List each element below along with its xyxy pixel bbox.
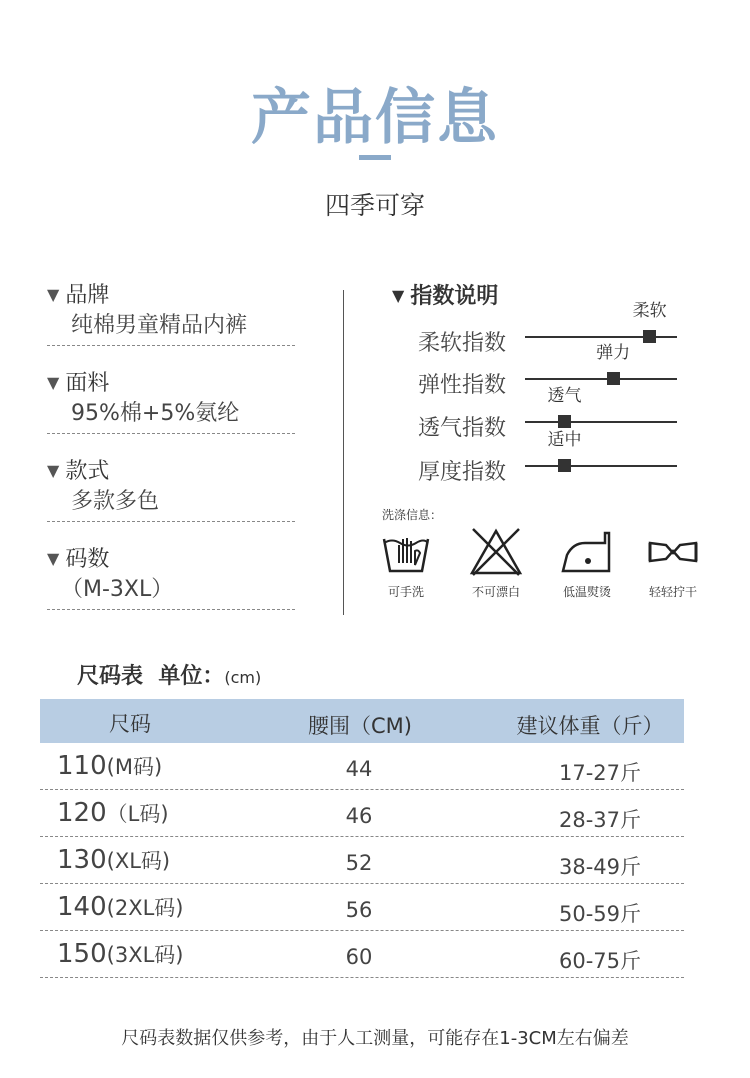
washing-title: 洗涤信息： <box>382 508 443 522</box>
triangle-down-icon: ▼ <box>47 285 60 304</box>
waist-cell: 46 <box>345 804 373 828</box>
table-row <box>40 743 684 790</box>
info-style <box>47 456 295 522</box>
info-label: 码数 <box>65 547 110 572</box>
table-row <box>40 790 684 837</box>
washing-label: 可手洗 <box>387 585 424 599</box>
size-table-unit: (cm) <box>224 668 262 687</box>
dashed-divider <box>40 977 684 978</box>
index-tag: 弹力 <box>596 343 631 363</box>
index-label: 透气指数 <box>418 416 507 441</box>
info-label: 面料 <box>65 371 110 396</box>
index-tag: 柔软 <box>632 301 667 321</box>
weight-cell: 28-37斤 <box>558 808 642 832</box>
table-row <box>40 931 684 978</box>
info-brand <box>47 280 295 346</box>
index-row-softness <box>380 301 680 358</box>
index-row-breathability <box>380 386 680 443</box>
washing-item <box>366 525 446 600</box>
low-iron-icon <box>559 525 615 577</box>
waist-cell: 44 <box>345 757 373 781</box>
triangle-down-icon: ▼ <box>47 373 60 392</box>
size-cell: 130(XL码) <box>57 845 171 875</box>
footnote: 尺码表数据仅供参考，由于人工测量，可能存在1-3CM左右偏差 <box>121 1028 629 1049</box>
waist-cell: 60 <box>345 945 373 969</box>
info-value: 多款多色 <box>71 489 160 514</box>
index-tag: 适中 <box>547 430 582 450</box>
no-bleach-icon <box>467 525 525 577</box>
vertical-divider <box>343 290 344 615</box>
size-table-caption: 尺码表 单位：(cm) <box>77 664 262 689</box>
size-cell: 120（L码) <box>57 798 169 828</box>
hand-wash-icon <box>380 525 432 577</box>
washing-item <box>456 525 536 600</box>
weight-cell: 50-59斤 <box>558 902 642 926</box>
size-cell: 110(M码) <box>57 751 163 781</box>
page-subtitle: 四季可穿 <box>324 191 425 220</box>
weight-cell: 17-27斤 <box>558 761 642 785</box>
index-row-thickness <box>380 430 680 487</box>
washing-item <box>547 525 627 600</box>
info-label: 品牌 <box>65 283 110 308</box>
triangle-down-icon: ▼ <box>47 461 60 480</box>
size-cell: 140(2XL码) <box>57 892 184 922</box>
index-tag: 透气 <box>547 386 582 406</box>
page-title: 产品信息 <box>251 83 499 153</box>
washing-item <box>633 525 713 600</box>
index-scale-line <box>525 421 677 423</box>
washing-label: 轻轻拧干 <box>648 585 697 599</box>
info-label: 款式 <box>65 459 110 484</box>
waist-cell: 52 <box>345 851 373 875</box>
index-marker <box>558 459 571 472</box>
table-row <box>40 884 684 931</box>
table-row <box>40 837 684 884</box>
gentle-wring-icon <box>644 525 702 577</box>
weight-cell: 60-75斤 <box>558 949 642 973</box>
index-marker <box>643 330 656 343</box>
dashed-divider <box>47 609 295 610</box>
washing-label: 不可漂白 <box>471 585 520 599</box>
dashed-divider <box>47 433 295 434</box>
index-heading: ▼ 指数说明 <box>392 284 499 309</box>
size-cell: 150(3XL码) <box>57 939 184 969</box>
index-label: 柔软指数 <box>418 331 507 356</box>
info-size-range <box>47 544 295 610</box>
column-header-waist: 腰围（CM) <box>308 714 412 738</box>
index-scale-line <box>525 465 677 467</box>
waist-cell: 56 <box>345 898 373 922</box>
size-table-header <box>40 699 684 743</box>
column-header-weight: 建议体重（斤） <box>516 714 664 738</box>
washing-label: 低温熨烫 <box>562 585 611 599</box>
dashed-divider <box>47 521 295 522</box>
dashed-divider <box>47 345 295 346</box>
weight-cell: 38-49斤 <box>558 855 642 879</box>
title-underline <box>359 155 391 160</box>
index-marker <box>607 372 620 385</box>
info-value: （M-3XL） <box>61 577 174 602</box>
index-scale-line <box>525 378 677 380</box>
index-label: 弹性指数 <box>418 373 507 398</box>
triangle-down-icon: ▼ <box>47 549 60 568</box>
info-value: 95%棉+5%氨纶 <box>71 401 240 426</box>
index-label: 厚度指数 <box>418 460 507 485</box>
column-header-size: 尺码 <box>109 712 151 736</box>
info-value: 纯棉男童精品内裤 <box>71 313 248 338</box>
triangle-down-icon: ▼ <box>392 286 405 305</box>
info-fabric <box>47 368 295 434</box>
